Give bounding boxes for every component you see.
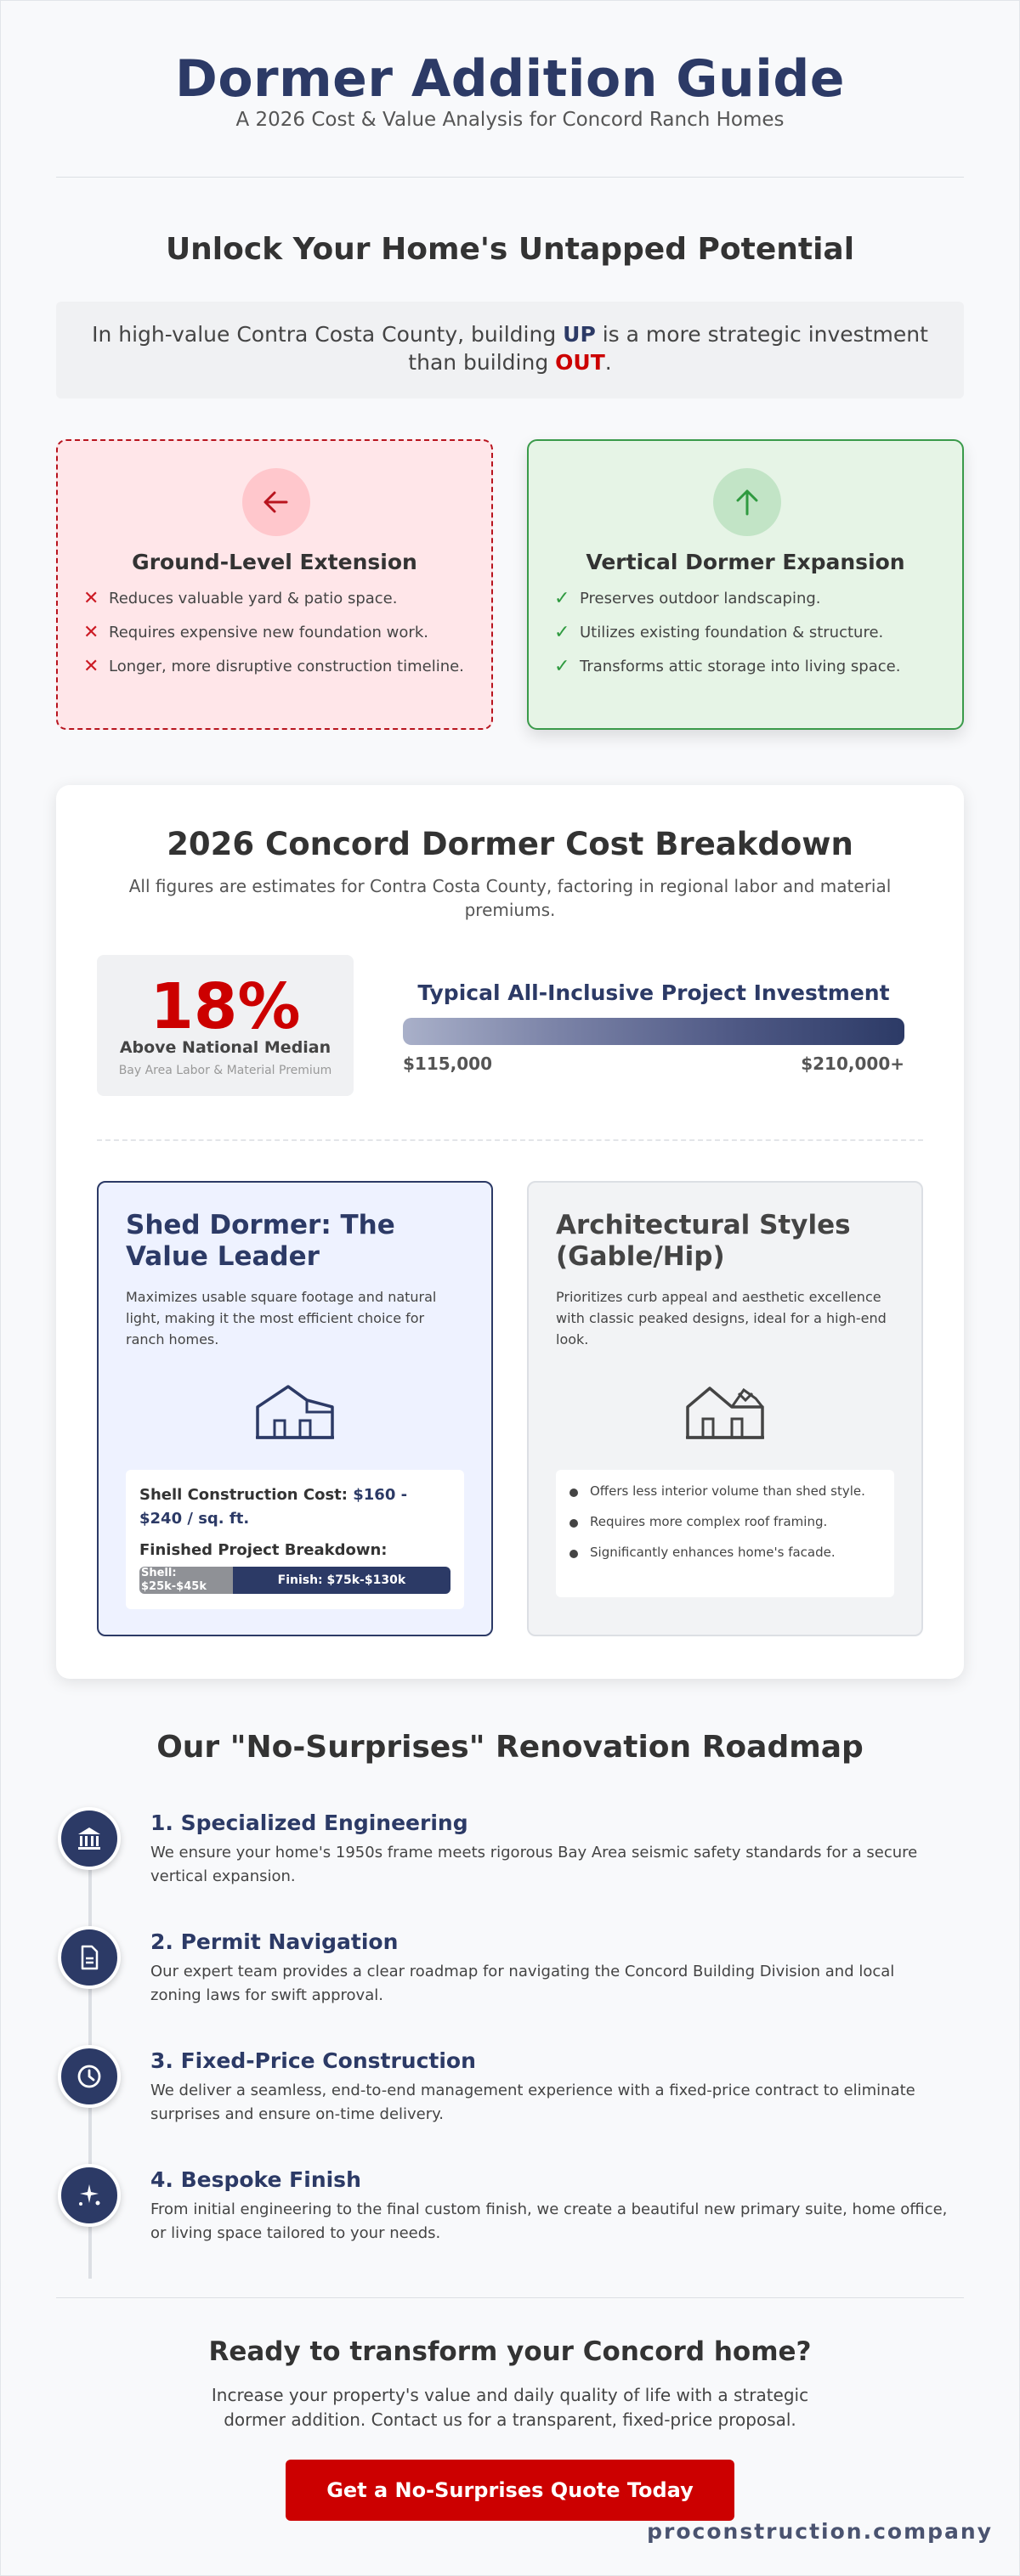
list-item	[83, 655, 466, 678]
step-title: 1. Specialized Engineering	[150, 1811, 468, 1835]
step-icon-circle	[58, 2164, 121, 2227]
bank-building-icon	[76, 1825, 103, 1852]
arch-title: Architectural Styles (Gable/Hip)	[556, 1210, 851, 1272]
step-description: From initial engineering to the final custom finish, we create a beautiful new primary suite, home office, or living space tailored to your needs.	[150, 2200, 948, 2242]
brand-name[interactable]: proconstruction.company	[647, 2519, 993, 2544]
header-divider	[56, 177, 964, 178]
roadmap-step	[56, 2164, 964, 2266]
check-mark-icon: ✓	[554, 656, 570, 677]
list-item	[554, 621, 937, 644]
cta-text: Increase your property's value and daily quality of life with a strategic dormer addition. Contact us for a transparent, fixed-price proposal.	[211, 2385, 809, 2430]
page-title: Dormer Addition Guide	[175, 49, 845, 109]
premium-stat-card	[97, 955, 354, 1096]
list-item-text: Longer, more disruptive construction timeline.	[109, 658, 464, 675]
step-title: 3. Fixed-Price Construction	[150, 2048, 476, 2073]
list-item	[554, 655, 937, 678]
intro-up: UP	[563, 322, 596, 347]
arrow-left-icon	[258, 483, 295, 521]
shell-cost-value: $160 - $240 / sq. ft.	[139, 1486, 408, 1528]
shed-dormer-card	[97, 1181, 493, 1636]
intro-box	[56, 302, 964, 398]
list-item: Requires more complex roof framing.	[570, 1512, 881, 1532]
x-mark-icon: ✕	[83, 622, 99, 643]
step-title: 4. Bespoke Finish	[150, 2167, 361, 2192]
vertical-icon-circle	[713, 468, 781, 536]
arch-list	[556, 1470, 894, 1562]
panel-divider	[97, 1139, 923, 1141]
arch-points-box	[556, 1470, 894, 1597]
arch-description: Prioritizes curb appeal and aesthetic excellence with classic peaked designs, ideal for a high-end look.	[556, 1289, 887, 1347]
intro-out: OUT	[555, 350, 605, 375]
cost-breakdown-panel	[56, 785, 964, 1679]
cost-title: 2026 Concord Dormer Cost Breakdown	[167, 826, 853, 862]
roadmap-step	[56, 2045, 964, 2147]
x-mark-icon: ✕	[83, 588, 99, 609]
get-quote-button[interactable]: Get a No-Surprises Quote Today	[286, 2460, 734, 2521]
step-icon-circle	[58, 2045, 121, 2108]
ground-list	[83, 587, 466, 689]
list-item	[83, 621, 466, 644]
document-icon	[76, 1944, 103, 1971]
roadmap-heading: Our "No-Surprises" Renovation Roadmap	[156, 1730, 864, 1765]
vertical-list	[554, 587, 937, 689]
investment-title: Typical All-Inclusive Project Investment	[417, 980, 890, 1005]
clock-icon	[76, 2063, 103, 2090]
list-item-text: Reduces valuable yard & patio space.	[109, 590, 398, 607]
check-mark-icon: ✓	[554, 622, 570, 643]
list-item	[83, 587, 466, 610]
check-mark-icon: ✓	[554, 588, 570, 609]
list-item: Offers less interior volume than shed style.	[570, 1482, 881, 1501]
breakdown-title: Finished Project Breakdown:	[139, 1541, 388, 1559]
page-subtitle: A 2026 Cost & Value Analysis for Concord Ranch Homes	[235, 109, 785, 131]
cost-subtitle: All figures are estimates for Contra Costa County, factoring in regional labor and material premiums.	[128, 876, 892, 920]
step-description: Our expert team provides a clear roadmap for navigating the Concord Building Division and local zoning laws for swift approval.	[150, 1963, 895, 2004]
sparkle-icon	[76, 2182, 103, 2209]
step-icon-circle	[58, 1926, 121, 1989]
shed-cost-box	[126, 1470, 464, 1609]
breakdown-bar	[139, 1567, 450, 1594]
step-description: We deliver a seamless, end-to-end management experience with a fixed-price contract to eliminate surprises and ensure on-time delivery.	[150, 2082, 915, 2123]
roadmap-step	[56, 1807, 964, 1909]
intro-text-2: is a more strategic investment than building	[408, 322, 928, 375]
step-title: 2. Permit Navigation	[150, 1929, 399, 1954]
architectural-styles-card	[527, 1181, 923, 1636]
step-icon-circle	[58, 1807, 121, 1870]
list-item	[554, 587, 937, 610]
premium-percent: 18%	[150, 970, 301, 1043]
intro-text-3: .	[604, 350, 612, 375]
premium-note: Bay Area Labor & Material Premium	[118, 1064, 332, 1077]
investment-low: $115,000	[403, 1054, 493, 1074]
list-item-text: Utilizes existing foundation & structure.	[580, 624, 884, 641]
roadmap-step	[56, 1926, 964, 2028]
shed-title: Shed Dormer: The Value Leader	[126, 1210, 395, 1272]
list-item: Significantly enhances home's facade.	[570, 1543, 881, 1562]
shed-description: Maximizes usable square footage and natural light, making it the most efficient choice for ranch homes.	[126, 1289, 437, 1347]
shed-house-icon	[254, 1381, 336, 1441]
finish-segment: Finish: $75k-$130k	[233, 1567, 450, 1594]
list-item-text: Preserves outdoor landscaping.	[580, 590, 821, 607]
ground-card-title: Ground-Level Extension	[132, 550, 417, 574]
ground-extension-card	[56, 439, 493, 730]
list-item-text: Transforms attic storage into living space.	[580, 658, 901, 675]
vertical-dormer-card	[527, 439, 964, 730]
list-item-text: Requires expensive new foundation work.	[109, 624, 428, 641]
vertical-card-title: Vertical Dormer Expansion	[586, 550, 905, 574]
shell-segment: Shell: $25k-$45k	[139, 1567, 233, 1594]
shell-cost-line	[139, 1483, 450, 1531]
cta-heading: Ready to transform your Concord home?	[208, 2336, 812, 2367]
arrow-up-icon	[728, 483, 766, 521]
intro-heading: Unlock Your Home's Untapped Potential	[165, 232, 855, 267]
x-mark-icon: ✕	[83, 656, 99, 677]
ground-icon-circle	[242, 468, 310, 536]
premium-label: Above National Median	[119, 1038, 332, 1057]
step-description: We ensure your home's 1950s frame meets rigorous Bay Area seismic safety standards for a secure vertical expansion.	[150, 1844, 918, 1885]
gable-house-icon	[684, 1381, 766, 1441]
cta-divider	[56, 2297, 964, 2298]
shell-cost-label: Shell Construction Cost:	[139, 1486, 354, 1504]
intro-text-1: In high-value Contra Costa County, building	[92, 322, 564, 347]
investment-high: $210,000+	[801, 1054, 904, 1074]
investment-range-bar	[403, 1018, 904, 1045]
